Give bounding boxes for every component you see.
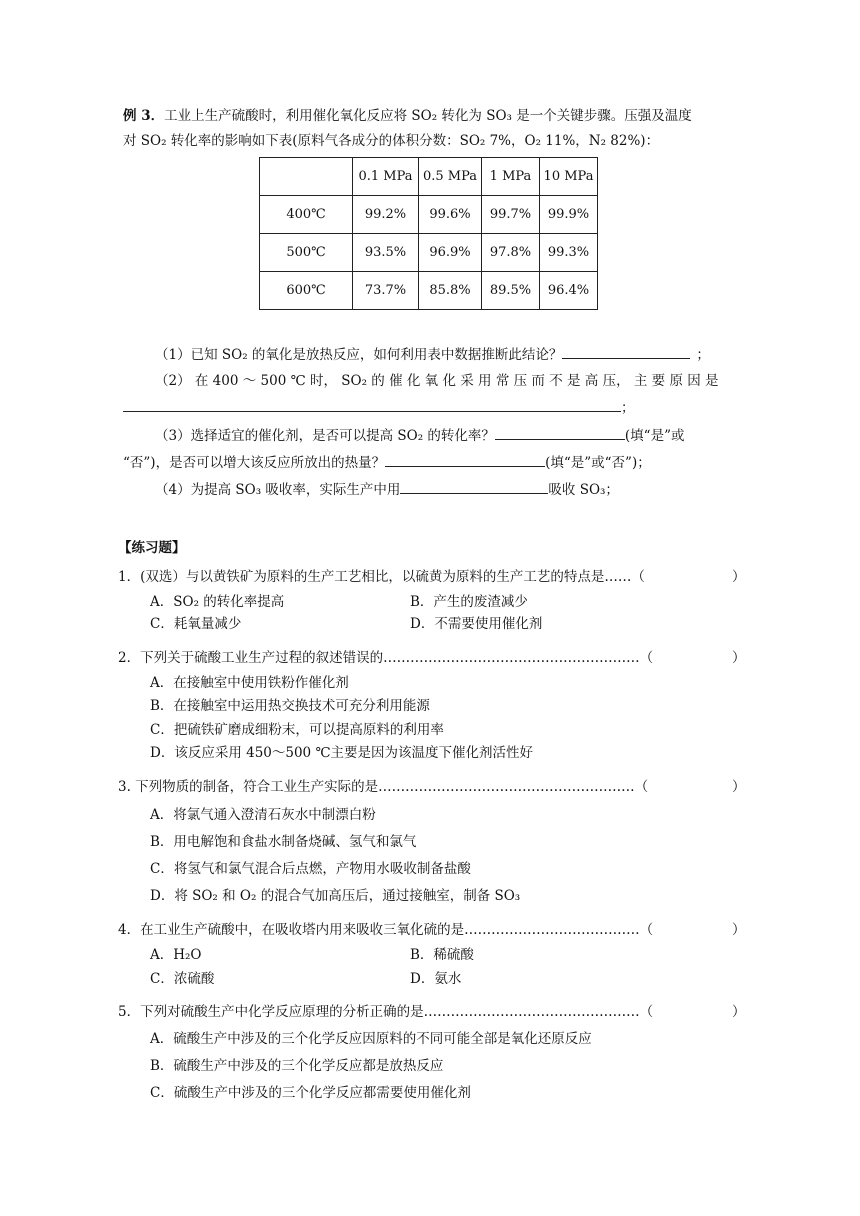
table-header-cell: 1 MPa — [482, 158, 540, 196]
practice-q1-stem: 1．(双选）与以黄铁矿为原料的生产工艺相比，以硫黄为原料的生产工艺的特点是……（ — [118, 569, 645, 585]
table-cell: 99.3% — [540, 234, 598, 272]
practice-q5-stem: 5．下列对硫酸生产中化学反应原理的分析正确的是…………………………………………（ — [118, 1004, 654, 1020]
example-title: 例 3． — [123, 108, 165, 124]
practice-q5-paren: ） — [732, 1004, 746, 1020]
practice-q4-paren: ） — [732, 922, 746, 938]
example-intro-line2: 对 SO₂ 转化率的影响如下表(原料气各成分的体积分数：SO₂ 7%，O₂ 11%，N₂ 82%)： — [123, 133, 660, 149]
option: D．不需要使用催化剂 — [410, 616, 543, 632]
table-header-cell: 0.1 MPa — [353, 158, 419, 196]
option: B．产生的废渣减少 — [410, 594, 528, 610]
question-2: （2） 在 400 ～ 500 ℃ 时， SO₂ 的 催 化 氧 化 采 用 常 压 而 不 是 高 压， 主 要 原 因 是 — [155, 373, 719, 389]
option: D．该反应采用 450～500 ℃主要是因为该温度下催化剂活性好 — [150, 745, 534, 761]
practice-heading: 【练习题】 — [118, 540, 186, 556]
table-cell: 93.5% — [353, 234, 419, 272]
practice-q3-paren: ） — [732, 779, 746, 795]
table-cell: 99.2% — [353, 196, 419, 234]
table-header-cell: 10 MPa — [540, 158, 598, 196]
option: A．在接触室中使用铁粉作催化剂 — [150, 675, 349, 691]
question-1 — [155, 343, 710, 365]
question-3-text-b: (填“是”或 — [624, 428, 685, 444]
practice-q4-stem: 4．在工业生产硫酸中，在吸收塔内用来吸收三氧化硫的是…………………………………（ — [118, 922, 654, 938]
table-cell: 99.9% — [540, 196, 598, 234]
question-3-line2 — [123, 451, 651, 473]
answer-blank-2[interactable] — [123, 396, 621, 412]
option: C．耗氧量减少 — [150, 616, 242, 632]
option: B．用电解饱和食盐水制备烧碱、氢气和氯气 — [150, 834, 417, 850]
option: A．将氯气通入澄清石灰水中制漂白粉 — [150, 807, 376, 823]
option: C．把硫铁矿磨成细粉末，可以提高原料的利用率 — [150, 722, 444, 738]
question-4-text-a: （4）为提高 SO₃ 吸收率，实际生产中用 — [155, 482, 401, 498]
option: A．硫酸生产中涉及的三个化学反应因原料的不同可能全部是氧化还原反应 — [150, 1031, 592, 1047]
example-intro-line1 — [123, 106, 692, 126]
table-header-cell — [260, 158, 353, 196]
table-header-row — [260, 158, 598, 196]
question-1-text: （1）已知 SO₂ 的氧化是放热反应，如何利用表中数据推断此结论？ — [155, 347, 563, 363]
practice-q2-stem: 2．下列关于硫酸工业生产过程的叙述错误的…………………………………………………（ — [118, 650, 654, 666]
question-1-end: ； — [696, 347, 710, 363]
question-3-text-a: （3）选择适宜的催化剂，是否可以提高 SO₂ 的转化率？ — [155, 428, 495, 444]
answer-blank-3a[interactable] — [495, 424, 625, 440]
option: B．在接触室中运用热交换技术可充分利用能源 — [150, 698, 430, 714]
answer-blank-4[interactable] — [400, 478, 548, 494]
practice-q3-stem: 3. 下列物质的制备，符合工业生产实际的是…………………………………………………（ — [118, 779, 649, 795]
option: B．硫酸生产中涉及的三个化学反应都是放热反应 — [150, 1058, 444, 1074]
option: A．SO₂ 的转化率提高 — [150, 594, 285, 610]
table-row — [260, 196, 598, 234]
table-cell: 85.8% — [419, 272, 482, 310]
table-row — [260, 272, 598, 310]
question-4-text-b: 吸收 SO₃； — [548, 482, 619, 498]
question-3-text-c: “否”)，是否可以增大该反应所放出的热量？ — [123, 455, 386, 471]
option: A．H₂O — [150, 947, 202, 963]
question-3-text-d: (填“是”或“否”)； — [545, 455, 651, 471]
question-3 — [155, 424, 684, 446]
option: B．稀硫酸 — [410, 947, 474, 963]
table-header-cell: 0.5 MPa — [419, 158, 482, 196]
conversion-table — [259, 157, 598, 310]
table-cell: 99.7% — [482, 196, 540, 234]
table-cell: 500℃ — [260, 234, 353, 272]
question-4 — [155, 478, 619, 500]
practice-q2-paren: ） — [732, 650, 746, 666]
table-cell: 99.6% — [419, 196, 482, 234]
answer-blank-1[interactable] — [562, 343, 690, 359]
table-cell: 96.4% — [540, 272, 598, 310]
table-cell: 89.5% — [482, 272, 540, 310]
option: D．将 SO₂ 和 O₂ 的混合气加高压后，通过接触室，制备 SO₃ — [150, 888, 521, 904]
option: C．浓硫酸 — [150, 971, 215, 987]
table-row — [260, 234, 598, 272]
practice-q1-paren: ） — [732, 569, 746, 585]
table-cell: 600℃ — [260, 272, 353, 310]
table-cell: 400℃ — [260, 196, 353, 234]
option: C．将氢气和氯气混合后点燃，产物用水吸收制备盐酸 — [150, 861, 471, 877]
option: C．硫酸生产中涉及的三个化学反应都需要使用催化剂 — [150, 1085, 471, 1101]
option: D．氨水 — [410, 971, 462, 987]
example-intro-text1: 工业上生产硫酸时，利用催化氧化反应将 SO₂ 转化为 SO₃ 是一个关键步骤。压强及温度 — [164, 108, 692, 124]
table-cell: 73.7% — [353, 272, 419, 310]
question-2-line2 — [123, 396, 635, 418]
table-cell: 97.8% — [482, 234, 540, 272]
question-2-end: ； — [621, 400, 635, 416]
answer-blank-3b[interactable] — [385, 451, 545, 467]
table-cell: 96.9% — [419, 234, 482, 272]
